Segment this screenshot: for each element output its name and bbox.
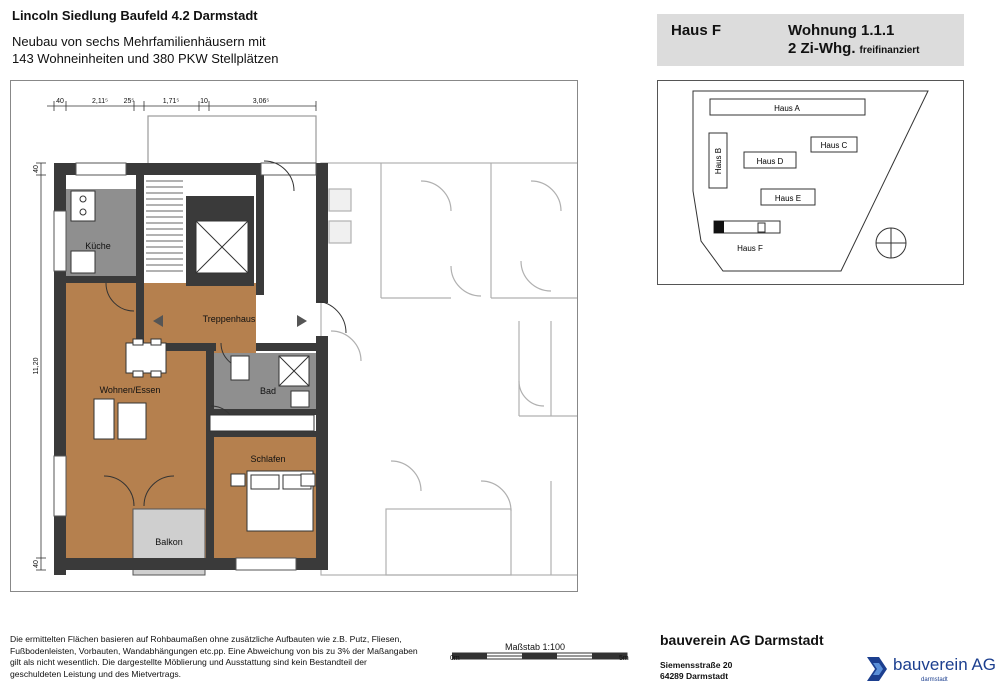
floor-plan-drawing	[11, 81, 578, 592]
site-label-haus-e: Haus E	[774, 194, 802, 203]
apartment-number: Wohnung 1.1.1	[788, 22, 895, 39]
project-title: Lincoln Siedlung Baufeld 4.2 Darmstadt	[12, 8, 258, 23]
dim-top-1: 40	[56, 98, 64, 105]
room-label-living: Wohnen/Essen	[99, 385, 161, 395]
dim-side-2: 11,20	[33, 357, 40, 375]
dim-side-1: 40	[33, 165, 40, 173]
room-label-bath: Bad	[259, 386, 277, 396]
dim-top-6: 3,06⁵	[252, 98, 270, 105]
stair-steps	[146, 181, 183, 271]
company-street: Siemensstraße 20	[660, 660, 733, 670]
site-label-haus-d: Haus D	[756, 157, 784, 166]
scale-label: Maßstab 1:100	[505, 642, 566, 652]
company-name: bauverein AG Darmstadt	[660, 632, 824, 648]
room-label-balcony: Balkon	[155, 537, 183, 547]
subtitle-line-1: Neubau von sechs Mehrfamilienhäusern mit	[12, 34, 266, 49]
scale-bar	[452, 650, 632, 662]
financing-label: freifinanziert	[859, 45, 920, 56]
house-label: Haus F	[671, 22, 722, 39]
room-label-kitchen: Küche	[85, 241, 111, 251]
project-subtitle	[12, 33, 432, 67]
dim-side-3: 40	[33, 560, 40, 568]
site-label-haus-f: Haus F	[737, 244, 763, 253]
dim-top-3: 25⁵	[123, 98, 135, 105]
room-count: 2 Zi-Whg.	[788, 40, 856, 57]
dim-top-2: 2,11⁵	[91, 98, 109, 105]
company-city: 64289 Darmstadt	[660, 671, 729, 681]
logo-subtext: darmstadt	[921, 677, 948, 683]
north-arrow-icon	[876, 228, 906, 258]
bauverein-logo-icon	[865, 655, 891, 683]
site-label-haus-c: Haus C	[820, 141, 848, 150]
dim-top-4: 1,71⁵	[162, 98, 180, 105]
site-plan	[657, 80, 964, 285]
dim-top-5: 10	[200, 98, 208, 105]
room-label-bedroom: Schlafen	[250, 454, 286, 464]
logo-text: bauverein AG	[893, 655, 997, 674]
floor-plan	[10, 80, 578, 592]
site-label-haus-a: Haus A	[774, 104, 800, 113]
scale-start-label: 0m	[450, 655, 460, 662]
site-label-haus-b: Haus B	[714, 147, 723, 175]
scale-end-label: 5m	[619, 655, 629, 662]
site-plan-drawing	[658, 81, 965, 286]
subtitle-line-2: 143 Wohneinheiten und 380 PKW Stellplätzen	[12, 51, 279, 66]
disclaimer-text: Die ermittelten Flächen basieren auf Rohbaumaßen ohne zusätzliche Aufbauten wie z.B. Putz, Fliesen, Fußbodenleisten, Vorbauten, Wandabhängungen etc.pp. Eine Abweichung von bis zu 3% der Maßangaben gilt als nicht wesentlich. Die dargestellte Möblierung und Ausstattung sind kein Bestandteil der geschuldeten Leistung und des Mietvertrags.	[10, 634, 418, 679]
apartment-type	[788, 40, 920, 57]
arrow-right-icon	[297, 315, 307, 327]
room-label-stairs: Treppenhaus	[202, 314, 256, 324]
unit-info-box	[657, 14, 964, 66]
